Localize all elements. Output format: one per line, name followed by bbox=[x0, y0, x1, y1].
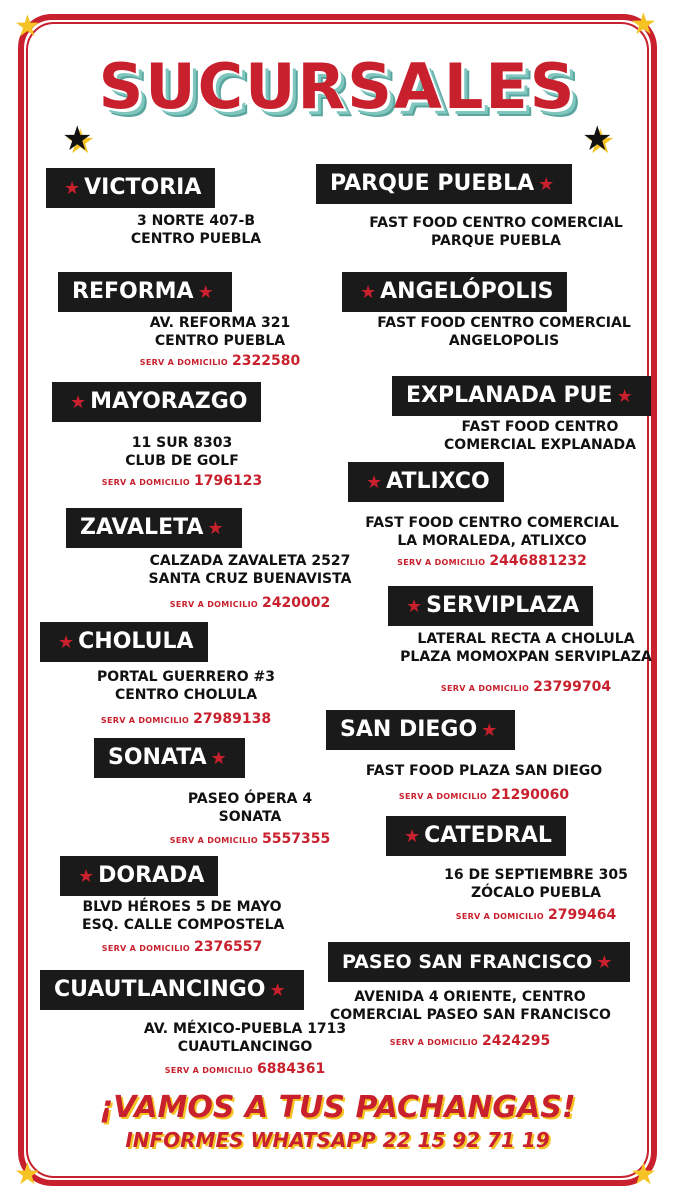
address-line: CALZADA ZAVALETA 2527 bbox=[149, 553, 351, 569]
branch-label-atlixco bbox=[348, 462, 504, 502]
branch-phone bbox=[86, 708, 286, 727]
address-line: AV. MÉXICO-PUEBLA 1713 bbox=[143, 1021, 347, 1037]
branch-label-paseo-san-francisco bbox=[328, 942, 630, 982]
branch-address bbox=[420, 418, 660, 454]
phone-prefix: SERV A DOMICILIO bbox=[389, 1038, 479, 1047]
branch-label-cuautlancingo bbox=[40, 970, 304, 1010]
branch-name: REFORMA bbox=[72, 279, 194, 304]
branch-label-sonata bbox=[94, 738, 245, 778]
address-line: PARQUE PUEBLA bbox=[431, 233, 561, 249]
star-icon: ★ bbox=[64, 178, 81, 199]
phone-prefix: SERV A DOMICILIO bbox=[101, 944, 191, 953]
branch-name: EXPLANADA PUE bbox=[406, 383, 613, 408]
address-line: FAST FOOD CENTRO COMERCIAL bbox=[365, 515, 619, 531]
branch-name: ATLIXCO bbox=[386, 469, 490, 494]
phone-number: 21290060 bbox=[491, 787, 570, 803]
address-line: FAST FOOD CENTRO COMERCIAL bbox=[377, 315, 631, 331]
star-icon: ★ bbox=[210, 748, 227, 769]
address-line: FAST FOOD PLAZA SAN DIEGO bbox=[365, 763, 603, 779]
branch-address bbox=[130, 1020, 360, 1056]
branch-name: CATEDRAL bbox=[424, 823, 552, 848]
star-icon: ★ bbox=[78, 866, 95, 887]
star-icon: ★ bbox=[360, 282, 377, 303]
address-line: CENTRO CHOLULA bbox=[114, 687, 258, 703]
branch-label-zavaleta bbox=[66, 508, 242, 548]
phone-number: 2424295 bbox=[482, 1033, 551, 1049]
address-line: PORTAL GUERRERO #3 bbox=[97, 669, 275, 685]
phone-prefix: SERV A DOMICILIO bbox=[164, 1066, 254, 1075]
corner-star-icon: ★ bbox=[630, 1158, 657, 1191]
corner-star-icon: ★ bbox=[630, 8, 657, 41]
phone-number: 2322580 bbox=[232, 353, 301, 369]
address-line: ESQ. CALLE COMPOSTELA bbox=[82, 917, 285, 933]
branch-phone bbox=[150, 828, 350, 847]
branch-label-victoria bbox=[46, 168, 215, 208]
address-line: CUAUTLANCINGO bbox=[177, 1039, 313, 1055]
star-icon: ★ bbox=[404, 826, 421, 847]
branch-name: DORADA bbox=[98, 863, 205, 888]
star-icon: ★ bbox=[366, 472, 383, 493]
branch-name: MAYORAZGO bbox=[90, 389, 248, 414]
branch-address bbox=[96, 212, 296, 248]
branch-name: SONATA bbox=[108, 745, 207, 770]
branch-phone bbox=[140, 592, 360, 611]
branch-label-cholula bbox=[40, 622, 208, 662]
address-line: 11 SUR 8303 bbox=[131, 435, 233, 451]
phone-number: 5557355 bbox=[262, 831, 331, 847]
phone-prefix: SERV A DOMICILIO bbox=[139, 358, 229, 367]
phone-prefix: SERV A DOMICILIO bbox=[169, 600, 259, 609]
branch-label-catedral bbox=[386, 816, 566, 856]
branch-address bbox=[150, 790, 350, 826]
title-star-icon: ★ bbox=[62, 120, 93, 158]
address-line: PLAZA MOMOXPAN SERVIPLAZA bbox=[400, 649, 652, 665]
branch-address bbox=[362, 514, 622, 550]
branch-address bbox=[120, 314, 320, 350]
branch-name: ANGELÓPOLIS bbox=[380, 279, 554, 304]
corner-star-icon: ★ bbox=[14, 1158, 41, 1191]
branch-label-dorada bbox=[60, 856, 218, 896]
star-icon: ★ bbox=[58, 632, 75, 653]
branch-phone bbox=[330, 1030, 610, 1049]
address-line: CENTRO PUEBLA bbox=[154, 333, 286, 349]
footer-whatsapp: INFORMES WHATSAPP 22 15 92 71 19 bbox=[125, 1128, 550, 1152]
branch-label-explanada-pue bbox=[392, 376, 651, 416]
address-line: SANTA CRUZ BUENAVISTA bbox=[148, 571, 352, 587]
branch-name: CUAUTLANCINGO bbox=[54, 977, 266, 1002]
branch-name: VICTORIA bbox=[84, 175, 202, 200]
address-line: CLUB DE GOLF bbox=[125, 453, 239, 469]
address-line: PASEO ÓPERA 4 bbox=[187, 791, 313, 807]
branch-address bbox=[354, 762, 614, 780]
branch-label-serviplaza bbox=[388, 586, 593, 626]
branch-phone bbox=[82, 470, 282, 489]
address-line: FAST FOOD CENTRO COMERCIAL bbox=[369, 215, 623, 231]
address-line: 3 NORTE 407-B bbox=[136, 213, 256, 229]
branch-name: CHOLULA bbox=[78, 629, 194, 654]
branch-label-san-diego bbox=[326, 710, 515, 750]
branch-address bbox=[86, 668, 286, 704]
branch-phone bbox=[396, 676, 656, 695]
phone-number: 2420002 bbox=[262, 595, 331, 611]
branch-phone bbox=[354, 784, 614, 803]
star-icon: ★ bbox=[616, 386, 633, 407]
branch-label-angelopolis bbox=[342, 272, 567, 312]
phone-prefix: SERV A DOMICILIO bbox=[455, 912, 545, 921]
address-line: AVENIDA 4 ORIENTE, CENTRO bbox=[354, 989, 586, 1005]
branch-name: PARQUE PUEBLA bbox=[330, 171, 535, 196]
address-line: LATERAL RECTA A CHOLULA bbox=[417, 631, 635, 647]
branch-label-mayorazgo bbox=[52, 382, 261, 422]
phone-number: 6884361 bbox=[257, 1061, 326, 1077]
star-icon: ★ bbox=[481, 720, 498, 741]
footer-slogan: ¡VAMOS A TUS PACHANGAS! bbox=[99, 1090, 576, 1125]
address-line: FAST FOOD CENTRO bbox=[461, 419, 619, 435]
page-title: SUCURSALES bbox=[98, 50, 577, 123]
branch-phone bbox=[362, 550, 622, 569]
branch-phone bbox=[130, 1058, 360, 1077]
title-star-icon: ★ bbox=[582, 120, 613, 158]
phone-number: 2799464 bbox=[548, 907, 617, 923]
star-icon: ★ bbox=[207, 518, 224, 539]
phone-number: 2446881232 bbox=[489, 553, 587, 569]
phone-prefix: SERV A DOMICILIO bbox=[397, 558, 486, 567]
star-icon: ★ bbox=[596, 952, 613, 973]
star-icon: ★ bbox=[70, 392, 87, 413]
branch-name: SERVIPLAZA bbox=[426, 593, 580, 618]
branch-name: PASEO SAN FRANCISCO bbox=[342, 951, 593, 973]
branch-label-reforma bbox=[58, 272, 232, 312]
star-icon: ★ bbox=[406, 596, 423, 617]
branch-address bbox=[366, 214, 626, 250]
address-line: 16 DE SEPTIEMBRE 305 bbox=[444, 867, 628, 883]
branch-address bbox=[374, 314, 634, 350]
phone-prefix: SERV A DOMICILIO bbox=[440, 684, 530, 693]
address-line: ZÓCALO PUEBLA bbox=[471, 885, 601, 901]
branch-address bbox=[82, 434, 282, 470]
corner-star-icon: ★ bbox=[14, 10, 41, 43]
address-line: ANGELOPOLIS bbox=[448, 333, 560, 349]
address-line: COMERCIAL PASEO SAN FRANCISCO bbox=[330, 1007, 611, 1023]
address-line: CENTRO PUEBLA bbox=[130, 231, 262, 247]
phone-prefix: SERV A DOMICILIO bbox=[101, 478, 191, 487]
branch-phone bbox=[82, 936, 282, 955]
star-icon: ★ bbox=[538, 174, 555, 195]
branch-address bbox=[82, 898, 285, 934]
branch-name: SAN DIEGO bbox=[340, 717, 478, 742]
phone-number: 2376557 bbox=[194, 939, 263, 955]
branch-phone bbox=[436, 904, 636, 923]
star-icon: ★ bbox=[269, 980, 286, 1001]
address-line: SONATA bbox=[218, 809, 282, 825]
branch-phone bbox=[120, 350, 320, 369]
phone-number: 23799704 bbox=[533, 679, 612, 695]
address-line: LA MORALEDA, ATLIXCO bbox=[397, 533, 587, 549]
branch-address bbox=[330, 988, 610, 1024]
branch-address bbox=[396, 630, 656, 666]
address-line: AV. REFORMA 321 bbox=[149, 315, 291, 331]
phone-prefix: SERV A DOMICILIO bbox=[100, 716, 190, 725]
phone-prefix: SERV A DOMICILIO bbox=[398, 792, 488, 801]
phone-number: 27989138 bbox=[193, 711, 272, 727]
branch-address bbox=[140, 552, 360, 588]
branch-name: ZAVALETA bbox=[80, 515, 204, 540]
branch-address bbox=[436, 866, 636, 902]
address-line: BLVD HÉROES 5 DE MAYO bbox=[82, 899, 282, 915]
branch-label-parque-puebla bbox=[316, 164, 572, 204]
star-icon: ★ bbox=[197, 282, 214, 303]
address-line: COMERCIAL EXPLANADA bbox=[444, 437, 636, 453]
phone-number: 1796123 bbox=[194, 473, 263, 489]
phone-prefix: SERV A DOMICILIO bbox=[169, 836, 259, 845]
